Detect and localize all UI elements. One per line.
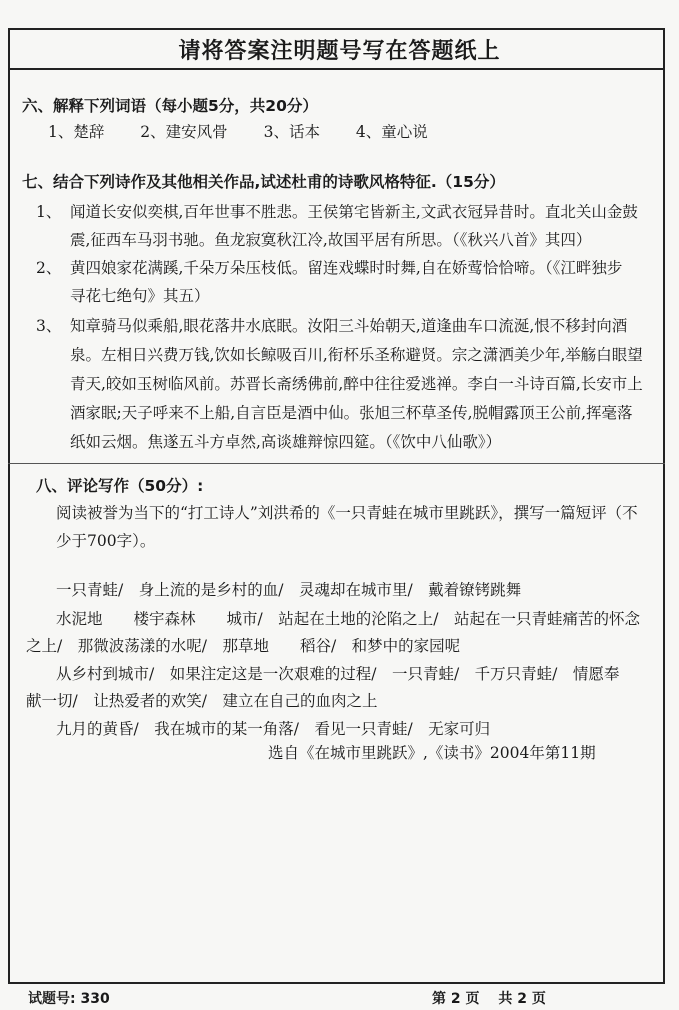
poem-line: 之上/ 那微波荡漾的水呢/ 那草地 稻谷/ 和梦中的家园呢 — [26, 637, 461, 655]
section8-prompt: 少于700字）。 — [56, 532, 156, 550]
poem-line: 水泥地 楼宇森林 城市/ 站起在土地的沦陷之上/ 站起在一只青蛙痛苦的怀念 — [56, 610, 640, 628]
header-divider — [8, 68, 665, 70]
page-indicator: 第 2 页 共 2 页 — [432, 991, 546, 1007]
poem-line: 一只青蛙/ 身上流的是乡村的血/ 灵魂却在城市里/ 戴着镣铐跳舞 — [56, 581, 522, 599]
poem3-number: 3、 — [36, 317, 62, 335]
poem-line: 九月的黄昏/ 我在城市的某一角落/ 看见一只青蛙/ 无家可归 — [56, 720, 491, 738]
section8-prompt: 阅读被誉为当下的“打工诗人”刘洪希的《一只青蛙在城市里跳跃》，撰写一篇短评（不 — [56, 504, 638, 522]
poem1-line: 闻道长安似奕棋,百年世事不胜悲。王侯第宅皆新主,文武衣冠异昔时。直北关山金鼓 — [70, 203, 638, 221]
poem1-line: 震,征西车马羽书驰。鱼龙寂寞秋江冷,故国平居有所思。（《秋兴八首》其四） — [70, 231, 592, 249]
poem1-number: 1、 — [36, 203, 62, 221]
poem2-number: 2、 — [36, 259, 62, 277]
poem-line: 献一切/ 让热爱者的欢笑/ 建立在自己的血肉之上 — [26, 692, 378, 710]
exam-number: 试题号: 330 — [28, 991, 110, 1007]
page-title: 请将答案注明题号写在答题纸上 — [178, 39, 501, 64]
poem3-line: 知章骑马似乘船,眼花落井水底眠。汝阳三斗始朝天,道逢曲车口流涎,恨不移封向酒 — [70, 317, 628, 335]
poem3-line: 泉。左相日兴费万钱,饮如长鲸吸百川,衔杯乐圣称避贤。宗之潇洒美少年,举觞白眼望 — [70, 346, 643, 364]
poem-source: 选自《在城市里跳跃》,《读书》2004年第11期 — [268, 744, 596, 762]
section7-heading: 七、结合下列诗作及其他相关作品,试述杜甫的诗歌风格特征.（15分） — [22, 173, 505, 191]
section6-items: 1、楚辞 2、建安风骨 3、话本 4、童心说 — [48, 123, 428, 141]
section-divider — [8, 463, 665, 464]
section6-heading: 六、解释下列词语（每小题5分，共20分） — [22, 97, 318, 115]
poem3-line: 酒家眠;天子呼来不上船,自言臣是酒中仙。张旭三杯草圣传,脱帽露顶王公前,挥毫落 — [70, 404, 633, 422]
poem3-line: 纸如云烟。焦遂五斗方卓然,高谈雄辩惊四筵。（《饮中八仙歌》） — [70, 433, 502, 451]
section8-heading: 八、评论写作（50分）: — [36, 477, 204, 495]
poem2-line: 寻花七绝句》其五） — [70, 287, 210, 305]
poem3-line: 青天,皎如玉树临风前。苏晋长斋绣佛前,醉中往往爱逃禅。李白一斗诗百篇,长安市上 — [70, 375, 643, 393]
poem-line: 从乡村到城市/ 如果注定这是一次艰难的过程/ 一只青蛙/ 千万只青蛙/ 情愿奉 — [56, 665, 620, 683]
poem2-line: 黄四娘家花满蹊,千朵万朵压枝低。留连戏蝶时时舞,自在娇莺恰恰啼。（《江畔独步 — [70, 259, 623, 277]
